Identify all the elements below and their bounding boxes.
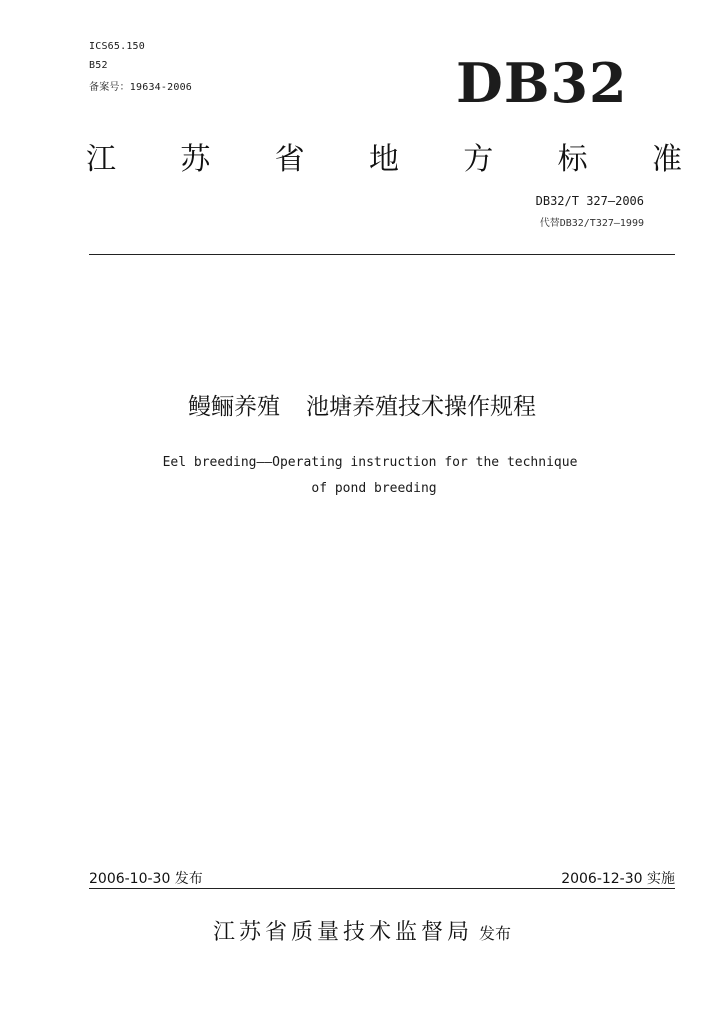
bottom-divider	[89, 888, 675, 889]
standard-type-char: 地	[368, 142, 399, 177]
issuing-organization: 江苏省质量技术监督局	[212, 920, 473, 945]
issue-date: 2006-10-30 发布	[89, 871, 203, 887]
document-title-en-line2: of pond breeding	[311, 481, 437, 496]
ics-code: ICS65.150	[89, 41, 145, 52]
title-cn-part2: 池塘养殖技术操作规程	[306, 394, 536, 420]
standard-type-char: 准	[651, 142, 682, 177]
issuer	[0, 915, 724, 946]
standard-type-char: 标	[557, 142, 588, 177]
top-divider	[89, 254, 675, 255]
standard-type-char: 江	[86, 142, 116, 177]
standard-number: DB32/T 327—2006	[535, 194, 644, 208]
standard-type-heading	[86, 136, 682, 176]
standard-type-char: 方	[463, 142, 494, 177]
implementation-date: 2006-12-30 实施	[561, 871, 675, 887]
replaces-standard: 代替DB32/T327—1999	[539, 218, 644, 229]
record-number: 备案号：19634-2006	[89, 82, 193, 93]
category-code: B52	[89, 60, 108, 71]
standard-type-char: 苏	[180, 142, 211, 177]
document-title-en-line1: Eel breeding——Operating instruction for the technique	[162, 455, 578, 470]
standard-type-char: 省	[274, 142, 305, 177]
document-title-cn	[0, 388, 724, 421]
title-cn-part1: 鳗鲡养殖	[188, 394, 280, 420]
db32-logo: DB32	[456, 51, 628, 115]
issuer-action: 发布	[479, 924, 512, 943]
